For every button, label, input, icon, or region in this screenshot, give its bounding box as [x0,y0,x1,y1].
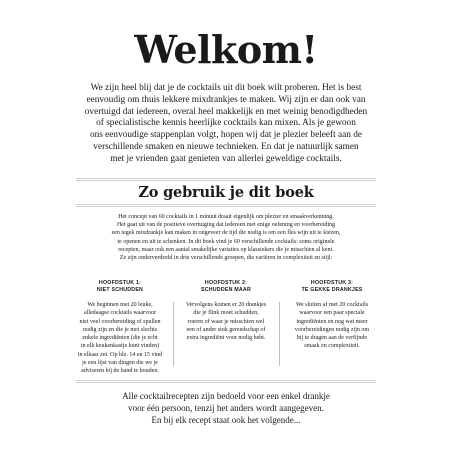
intro-line: eenvoudig om thuis lekkere mixdrankjes te maken. Wij zijn er dan ook van [86,94,366,105]
chapter-line: Vervolgens komen er 20 drankjes [185,302,267,308]
column-divider [279,302,280,366]
chapter-2-title [182,280,270,294]
how-to-use-section [76,178,376,430]
chapter-2-text [182,301,270,342]
chapter-line: extra ingrediënt voor nodig hebt. [186,335,266,342]
chapter-line: We beginnen met 20 leuke, [87,302,153,308]
how-to-paragraph [94,213,358,262]
how-line: een tegek mixdrankje kan maken in ongeveer de tijd die nodig is om een fles wijn uit te kiezen, [111,230,341,237]
chapter-line: adviseren bij de hand te houden. [81,368,159,375]
closing-line: Alle cocktailrecepten zijn bedoeld voor een enkel drankje [122,391,330,401]
chapter-line: in elkaar zet. Op blz. 14 en 15 vind [77,351,163,358]
intro-line: We zijn heel blij dat je de cocktails uit dit boek wilt proberen. Het is best [90,83,362,93]
chapter-3-title [288,280,376,294]
chapter-title-line: HOOFDSTUK 3: [310,280,354,286]
closing-paragraph [76,391,376,426]
chapter-line: waarvoor een paar speciale [299,310,365,317]
chapter-3 [288,280,376,351]
how-line: Het gaat uit van de positieve overtuiging dat iedereen met enige oefening en voorbereiding [116,222,336,229]
chapter-line: bij te dragen aan de verfijnde [296,335,368,342]
chapter-3-text [288,301,376,351]
chapter-line: niet veel voorbereiding of spullen [79,318,161,325]
intro-line: verschillende smaken en nieuwe technieken. En dat je natuurlijk samen [93,141,359,152]
chapter-line: We sluiten af met 20 cocktails [295,302,369,308]
chapter-line: smaak en complexiteit. [304,343,360,350]
chapter-line: die je flink moet schudden, [193,310,259,317]
closing-line: voor één persoon, tenzij het anders wordt aangegeven. [128,402,324,413]
chapter-1 [76,280,164,376]
chapter-line: enkele ingrediënten (die je echt [82,335,158,342]
chapter-line: roeren of waar je misschien wel [187,318,265,325]
intro-paragraph [80,83,372,166]
title-divider [76,204,376,208]
how-line: te openen en uit te schenken. In dit boek vind je 60 verschillende cocktails: soms originele [117,238,335,245]
closing-line: En bij elk recept staat ook het volgende... [151,414,301,425]
intro-line: overtuigd dat iedereen, overal heel makkelijk en met weinig benodigdheden [84,106,368,117]
chapter-title-line: TE GEKKE DRANKJES [301,287,363,293]
chapter-line: in elk keukenkastje kunt vinden) [80,343,160,350]
section-title: Zo gebruik je dit boek [138,184,314,201]
chapter-title-line: HOOFDSTUK 1: [98,280,142,286]
top-divider [76,178,376,182]
chapter-line: nodig zijn en die je met slechts [82,326,158,333]
chapter-2 [182,280,270,342]
how-line: Het concept van 60 cocktails in 1 minuut draait eigenlijk om plezier en smaakverkenning. [118,214,334,220]
chapter-title-line: HOOFDSTUK 2: [204,280,248,286]
chapter-1-text [76,301,164,376]
chapter-1-title [76,280,164,294]
chapter-title-line: NIET SCHUDDEN [96,287,144,293]
chapter-line: alledaagse cocktails waarvoor [84,310,156,317]
how-line: recepten, maar ook een aantal smakelijke variaties op klassiekers die je misschien al kent. [118,246,334,253]
chapter-line: voorbereidingen nodig zijn om [294,326,370,333]
intro-line: met je vrienden gaat genieten van allerlei geweldige cocktails. [110,153,342,164]
column-divider [173,302,174,366]
chapter-line: een of ander stuk gereedschap of [186,326,266,333]
intro-line: of specialistische kennis heerlijke cocktails kan mixen. Als je gewoon [96,118,356,129]
bottom-divider [76,380,376,384]
page-title: Welkom! [134,27,318,72]
chapter-columns [76,280,376,374]
chapter-line: ingrediënten en nog wat meer [296,318,368,325]
chapter-line: je een lijst van dingen die we je [82,360,158,367]
chapter-title-line: SCHUDDEN MAAR [201,287,251,293]
intro-line: ons eenvoudige stappenplan volgt, hopen wij dat je plezier beleeft aan de [89,130,363,141]
how-line: Ze zijn onderverdeeld in drie verschillende groepen, die variëren in complexiteit en stijl: [119,255,333,262]
